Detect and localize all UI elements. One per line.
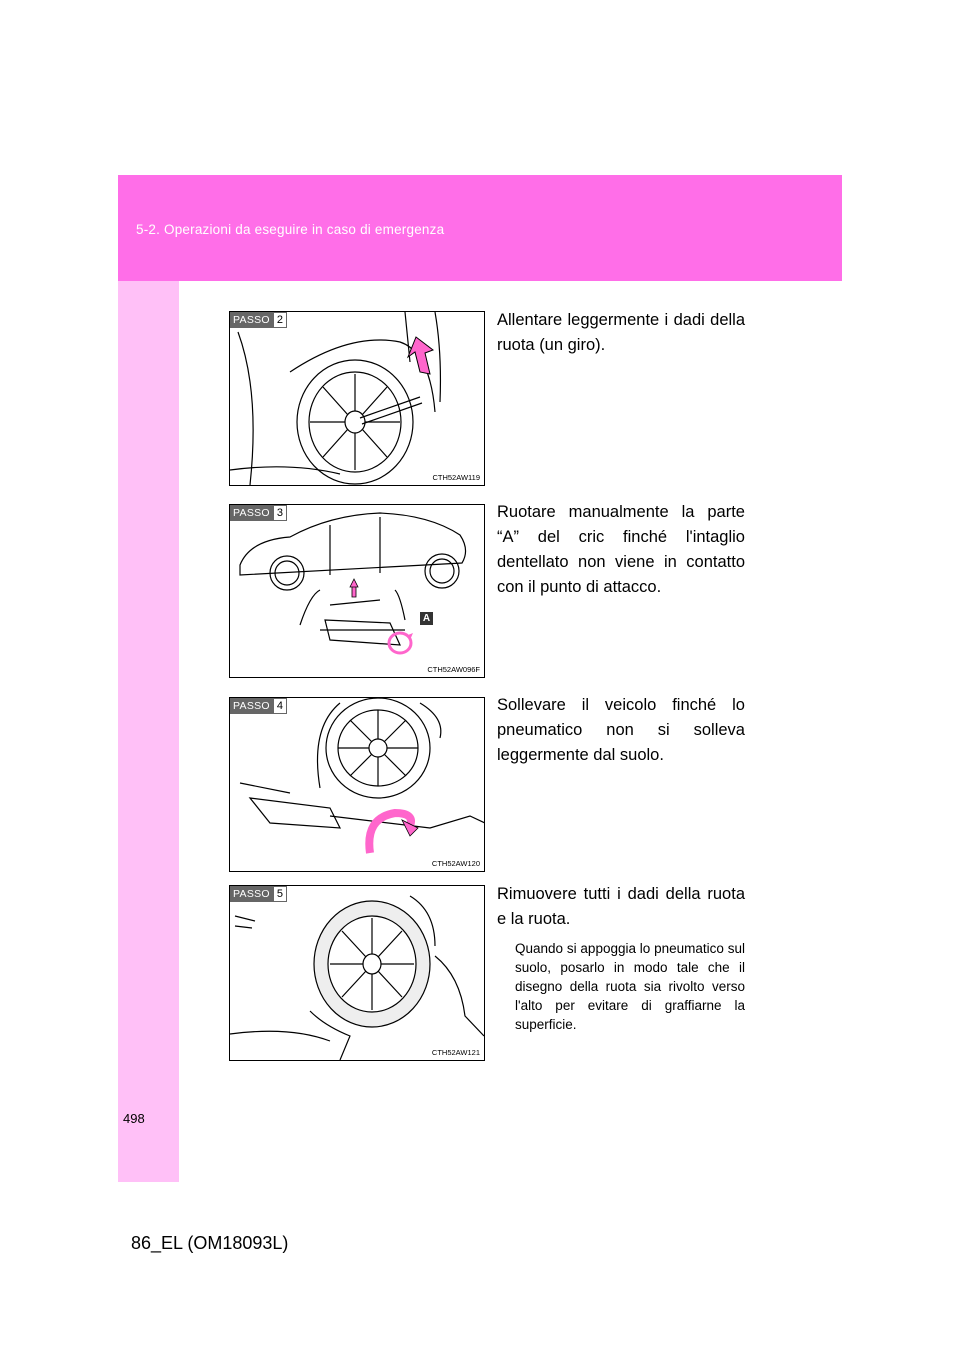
step-word: PASSO: [230, 886, 273, 902]
step-badge: [230, 312, 287, 328]
illustration-remove-wheel: [230, 886, 484, 1060]
figure-code: CTH52AW096F: [427, 665, 480, 674]
step-number: 3: [273, 505, 287, 521]
figure-code: CTH52AW120: [431, 859, 480, 868]
step-number: 2: [273, 312, 287, 328]
figure-step-4: [229, 697, 485, 872]
section-title: 5-2. Operazioni da eseguire in caso di emergenza: [136, 222, 445, 237]
header-band: [118, 175, 842, 281]
illustration-jack-position: [230, 505, 484, 677]
step-5-text: Rimuovere tutti i dadi della ruota e la ruota.: [497, 885, 745, 928]
step-3-text: Ruotare manualmente la parte “A” del cric finché l'intaglio dentellato non viene in contatto con il punto di attacco.: [497, 503, 745, 596]
step-word: PASSO: [230, 505, 273, 521]
step-number: 4: [273, 698, 287, 714]
step-badge: [230, 505, 287, 521]
illustration-raise-vehicle: [230, 698, 484, 871]
step-4-text: Sollevare il veicolo finché lo pneumatico non si solleva leggermente dal suolo.: [497, 696, 745, 764]
step-number: 5: [273, 886, 287, 902]
step-5-note: Quando si appoggia lo pneumatico sul suolo, posarlo in modo tale che il disegno della ruota sia rivolto verso l'alto per evitare di graffiarne la superficie.: [515, 941, 745, 1032]
step-2-text: Allentare leggermente i dadi della ruota (un giro).: [497, 311, 745, 354]
footer-code: 86_EL (OM18093L): [131, 1233, 289, 1253]
page-number: 498: [123, 1111, 145, 1126]
figure-step-3: [229, 504, 485, 678]
side-strip: [118, 281, 179, 1182]
illustration-loosen-nuts: [230, 312, 484, 485]
figure-code: CTH52AW119: [432, 473, 480, 482]
label-a: A: [420, 612, 433, 625]
step-word: PASSO: [230, 698, 273, 714]
step-word: PASSO: [230, 312, 273, 328]
figure-step-2: [229, 311, 485, 486]
step-badge: [230, 886, 287, 902]
figure-step-5: [229, 885, 485, 1061]
figure-code: CTH52AW121: [431, 1048, 480, 1057]
step-badge: [230, 698, 287, 714]
